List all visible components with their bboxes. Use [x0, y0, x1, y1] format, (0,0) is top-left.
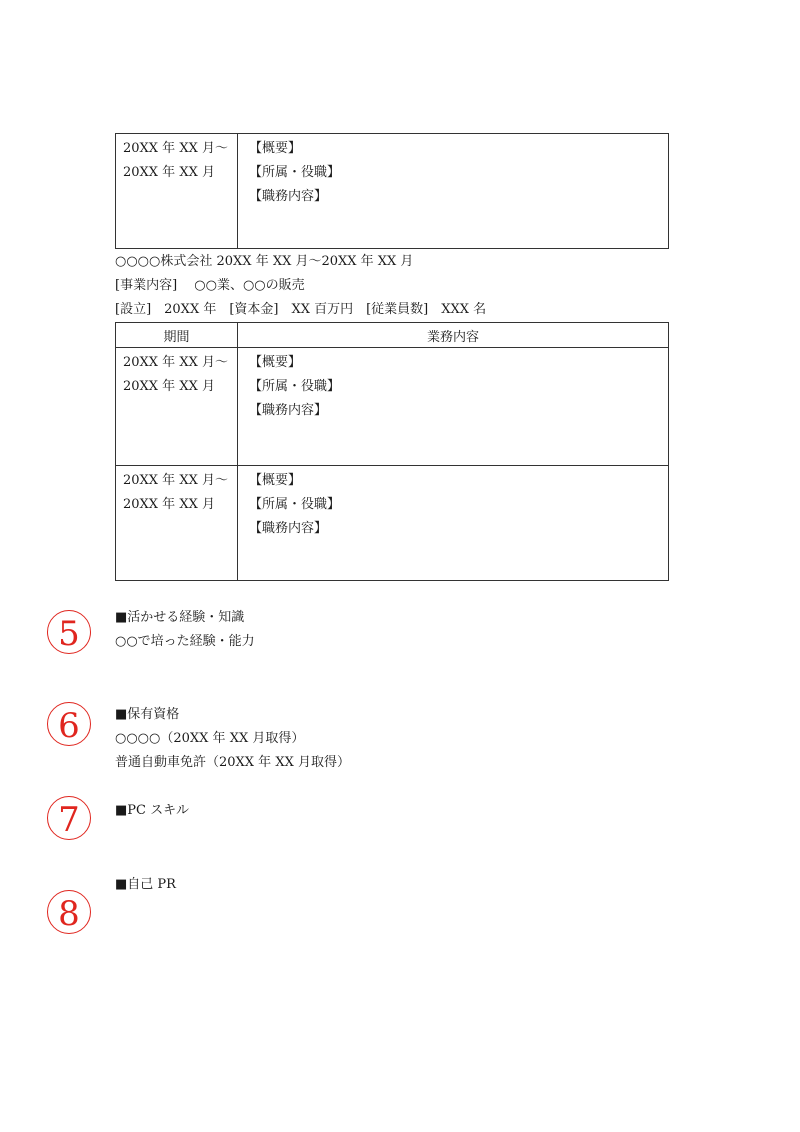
period-end: 20XX 年 XX 月 — [123, 379, 215, 394]
period-end: 20XX 年 XX 月 — [123, 165, 215, 180]
section-marker-7 — [47, 796, 91, 840]
marker-number: 8 — [58, 894, 80, 934]
position-label: 【所属・役職】 — [249, 165, 341, 180]
qualification-line: 普通自動車免許（20XX 年 XX 月取得） — [115, 755, 350, 770]
job-history-table — [115, 322, 669, 581]
period-end: 20XX 年 XX 月 — [123, 497, 215, 512]
period-start: 20XX 年 XX 月〜 — [123, 355, 228, 370]
experience-title: ■活かせる経験・知識 — [115, 610, 245, 625]
self-pr-title: ■自己 PR — [115, 877, 176, 892]
header-content: 業務内容 — [238, 323, 669, 348]
table-row — [116, 466, 669, 581]
table-row — [116, 348, 669, 466]
period-cell — [116, 466, 238, 581]
company-business: [事業内容] ○○業、○○の販売 — [115, 278, 305, 293]
table-header-row — [116, 323, 669, 348]
marker-number: 5 — [58, 614, 80, 654]
duties-label: 【職務内容】 — [249, 403, 328, 418]
section-marker-8 — [47, 890, 91, 934]
section-marker-6 — [47, 702, 91, 746]
period-start: 20XX 年 XX 月〜 — [123, 141, 228, 156]
qualification-line: ○○○○（20XX 年 XX 月取得） — [115, 731, 305, 746]
position-label: 【所属・役職】 — [249, 379, 341, 394]
previous-job-table — [115, 133, 669, 249]
summary-label: 【概要】 — [249, 141, 302, 156]
section-marker-5 — [47, 610, 91, 654]
company-details: [設立] 20XX 年 [資本金] XX 百万円 [従業員数] XXX 名 — [115, 302, 487, 317]
qualifications-title: ■保有資格 — [115, 707, 180, 722]
period-cell — [116, 348, 238, 466]
experience-line: ○○で培った経験・能力 — [115, 634, 255, 649]
company-name-period: ○○○○株式会社 20XX 年 XX 月〜20XX 年 XX 月 — [115, 254, 414, 269]
content-cell — [238, 466, 669, 581]
duties-label: 【職務内容】 — [249, 189, 328, 204]
pc-skills-title: ■PC スキル — [115, 803, 189, 818]
marker-number: 7 — [58, 800, 80, 840]
content-cell — [238, 134, 669, 249]
marker-number: 6 — [58, 706, 80, 746]
period-start: 20XX 年 XX 月〜 — [123, 473, 228, 488]
position-label: 【所属・役職】 — [249, 497, 341, 512]
duties-label: 【職務内容】 — [249, 521, 328, 536]
summary-label: 【概要】 — [249, 473, 302, 488]
header-period: 期間 — [116, 323, 238, 348]
summary-label: 【概要】 — [249, 355, 302, 370]
content-cell — [238, 348, 669, 466]
table-row — [116, 134, 669, 249]
period-cell — [116, 134, 238, 249]
